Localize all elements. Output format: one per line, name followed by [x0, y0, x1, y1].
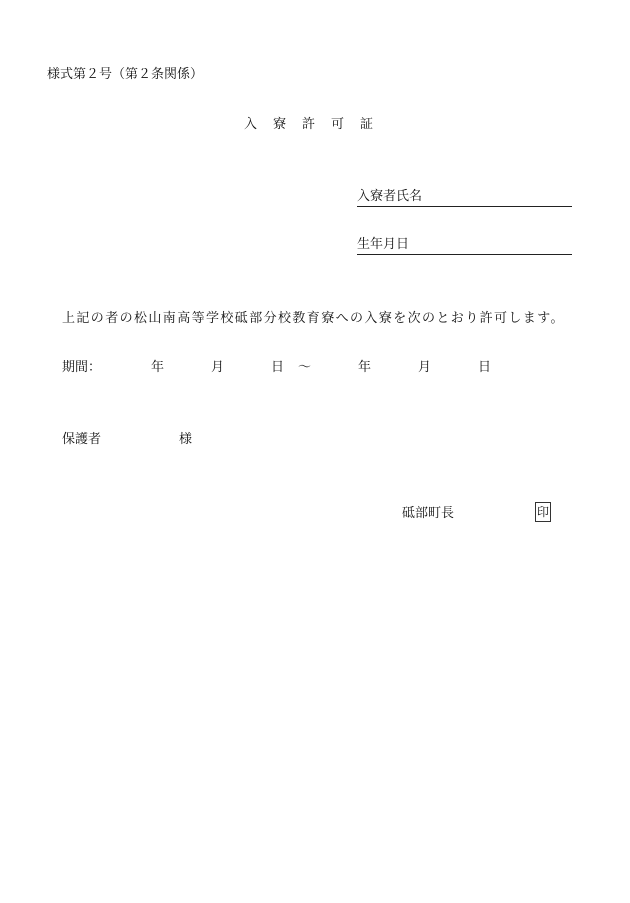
birth-date-field[interactable] — [357, 238, 572, 255]
end-day-unit: 日 — [478, 360, 492, 375]
resident-name-field[interactable] — [357, 190, 572, 207]
start-month-unit: 月 — [211, 360, 225, 375]
permission-statement: 上記の者の松山南高等学校砥部分校教育寮への入寮を次のとおり許可します。 — [62, 311, 565, 326]
end-year-unit: 年 — [358, 360, 372, 375]
end-month-unit: 月 — [418, 360, 432, 375]
resident-name-label: 入寮者氏名 — [357, 189, 423, 204]
start-day-unit: 日 — [271, 360, 285, 375]
seal-mark: 印 — [535, 502, 551, 522]
document-title: 入寮許可証 — [244, 117, 390, 132]
start-year-unit: 年 — [151, 360, 165, 375]
birth-date-label: 生年月日 — [357, 237, 410, 252]
guardian-label: 保護者 — [62, 432, 102, 447]
form-number: 様式第２号（第２条関係） — [47, 67, 204, 82]
guardian-honorific: 様 — [179, 432, 193, 447]
period-label: 期間： — [62, 360, 102, 375]
issuer-title: 砥部町長 — [402, 506, 455, 521]
period-separator: ～ — [298, 360, 312, 375]
